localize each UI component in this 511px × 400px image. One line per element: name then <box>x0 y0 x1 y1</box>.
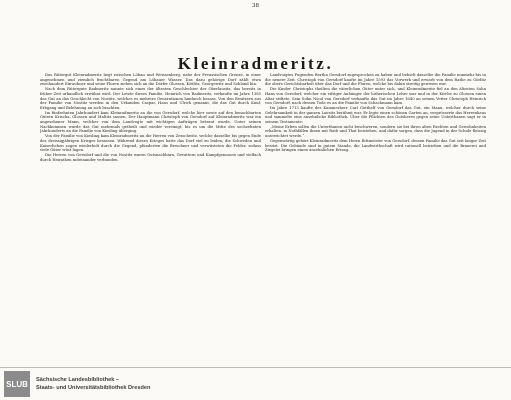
paragraph: Die Herren von Gersdorf und die von Nostitz waren Gutsnachbarn, Gevattern und Kampfgenossen und vielfach durch Heirathen miteinander verbunden. <box>40 152 261 162</box>
paragraph: Gegenwärtig gehört Kleinradmeritz dem Herrn Rittmeister von Gersdorf, dessen Familie das Gut seit langer Zeit besitzt. Die Gebäude sind in gutem Stande, die Landwirthschaft wird rationell betrieben und die Brauerei und Ziegelei bringen einen ansehnlichen Ertrag. <box>265 138 486 153</box>
page-number: 38 <box>252 3 259 9</box>
paragraph: Die Kinder Christophs theilten die väterlichen Güter unter sich, und Kleinradmeritz fiel an den ältesten Sohn Hans von Gersdorf, welcher ein eifriger Anhänger der lutherischen Lehre war und in der Kirche zu Glossen einen Altar stiftete. Sein Sohn Nicol von Gersdorf verkaufte das Gut im Jahre 1640 an seinen Vetter Christoph Heinrich von Gersdorf, nach dessen Tode es an die Familie von Schachmann kam. <box>265 87 486 106</box>
paragraph: Nach dem Rittergute Radmeritz nannte sich eines der ältesten Geschlechter der Oberlausitz, das bereits in früher Zeit urkundlich erwähnt wird. Der Letzte dieses Familie, Heinrich von Radmeritz, verkaufte im Jahre 1385 das Gut an das Geschlecht von Nostitz, welches es mehrere Generationen hindurch besass. Von den Besitzern aus der Familie von Nostitz werden in den Urkunden Caspar, Hans und Ulrich genannt, die das Gut durch Kauf, Erbgang und Belehnung an sich brachten. <box>40 87 261 110</box>
paragraph: Im fünfzehnten Jahrhundert kam Kleinradmeritz an die von Gersdorf, welche hier sowie auf den benachbarten Gütern Krischa, Glossen und Maltitz sassen. Der Hauptmann Christoph von Gersdorf auf Kleinradmeritz war ein angesehener Mann, welcher von dem Landvogte mit wichtigen Aufträgen betraut wurde. Unter seinen Nachkommen wurde das Gut mehrmals getheilt und wieder vereinigt, bis es um die Mitte des sechzehnten Jahrhunderts an die Familie von Kiesling überging. <box>40 110 261 134</box>
left-column <box>40 73 261 374</box>
quote-paragraph: „Meine Erben sollen die Unterthanen nicht beschweren, sondern sie bei ihren alten Rechten und Gewohnheiten erhalten, in Nothfällen ihnen mit Rath und That beistehen, und dafür sorgen, dass die Jugend in der Schule fleissig unterrichtet werde.“ <box>265 124 486 139</box>
library-line-2: Staats- und Universitätsbibliothek Dresden <box>36 385 151 391</box>
slub-logo-icon <box>4 371 30 397</box>
paragraph: Landvoigtes Fugenden Bertha Gersdorf zugesprochen zu haben und behielt dasselbe die Familie nunmehr bis in die neuere Zeit. Christoph von Gersdorf kaufte im Jahre 1593 das Vorwerk und erwarb von dem Rathe zu Görlitz die obere Gerichtsbarkeit über das Dorf und die Fluren, welche bis dahin streitig gewesen war. <box>265 73 486 87</box>
library-line-1: Sächsische Landesbibliothek – <box>36 377 120 383</box>
page-title: Kleinradmeritz. <box>177 54 334 73</box>
library-name <box>36 376 150 392</box>
paragraph: Von der Familie von Kiesling kam Kleinradmeritz an die Herren von Zezschwitz, welche dasselbe bis gegen Ende des dreissigjährigen Krieges besassen. Während dieses Krieges hatte das Dorf viel zu leiden; die Schweden und Kaiserlichen zogen wiederholt durch die Gegend, plünderten die Bewohner und verwüsteten die Felder, sodass viele Güter wüst lagen. <box>40 134 261 153</box>
logo-text: SLUB <box>6 379 28 389</box>
right-column <box>265 73 486 374</box>
paragraph: Im Jahre 1713 kaufte der Kammerherr Carl Gotthelf von Gersdorf das Gut, ein Mann, welcher durch seine Gelehrsamkeit in der ganzen Lausitz berühmt war. Er legte einen schönen Garten an, vergrösserte das Herrenhaus und sammelte eine ansehnliche Bibliothek. Über die Pflichten des Gutsherrn gegen seine Unterthanen sagt er in seinem Testamente: <box>265 105 486 125</box>
paragraph: Das Rittergut Kleinradmeritz liegt zwischen Löbau und Weissenberg, nahe der Preussischen Grenze, in einer angenehmen und ziemlich fruchtbaren Gegend am Löbauer Wasser. Das dazu gehörige Dorf zählt etwa zweihundert Einwohner und seine Fluren ziehen sich an die Dörfer Glossen, Kittlitz, Georgewitz und Sohland hin. <box>40 73 261 87</box>
library-footer <box>0 367 511 400</box>
